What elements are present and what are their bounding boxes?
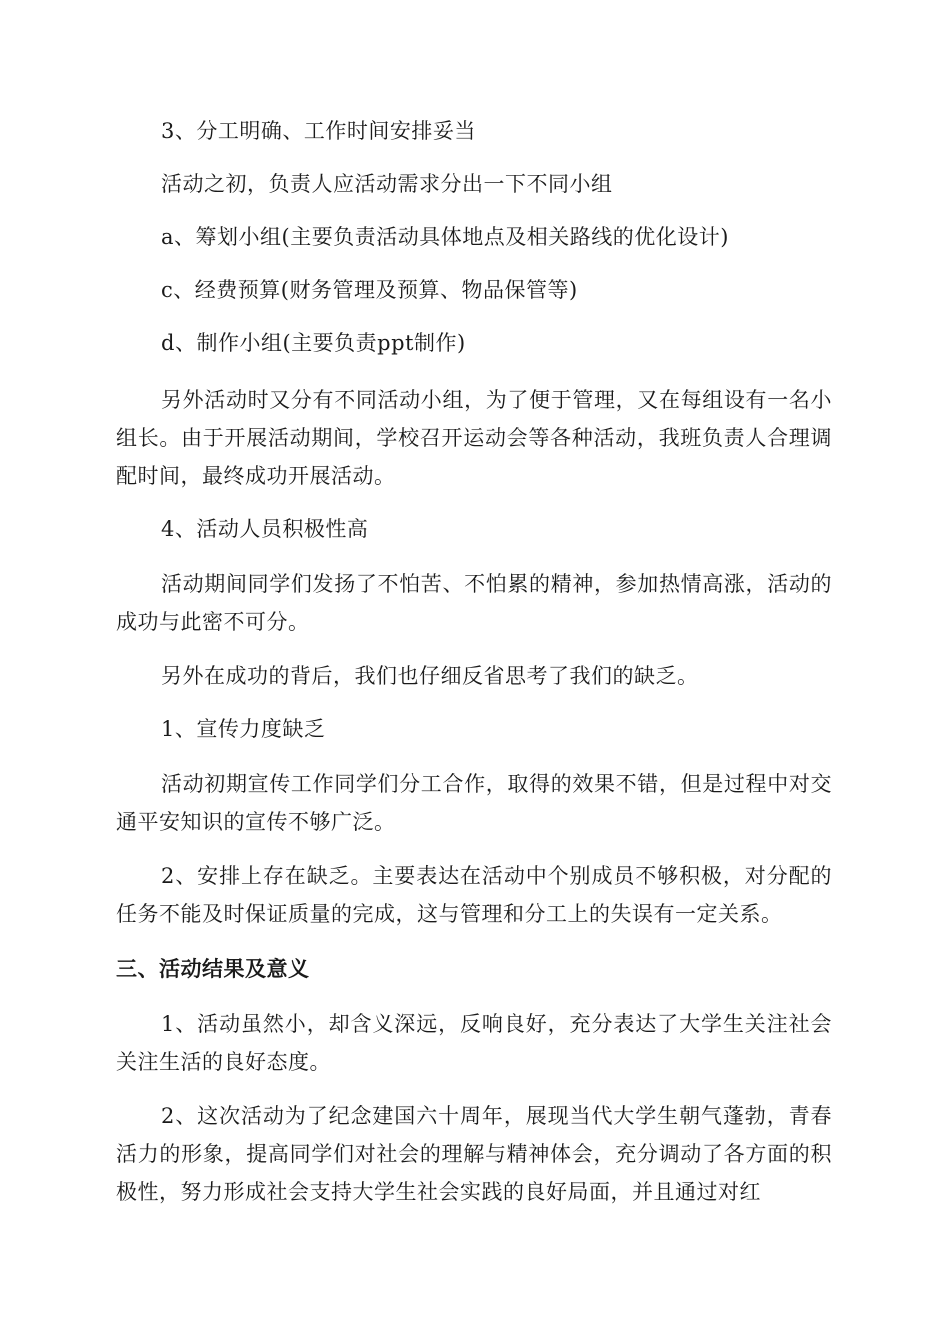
paragraph-budget-group: c、经费预算(财务管理及预算、物品保管等)	[161, 278, 578, 302]
paragraph-groups-intro: 活动之初，负责人应活动需求分出一下不同小组	[161, 172, 613, 196]
paragraph-enthusiasm-body: 活动期间同学们发扬了不怕苦、不怕累的精神，参加热情高涨，活动的成功与此密不可分。	[116, 572, 832, 634]
paragraph-result-2: 2、这次活动为了纪念建国六十周年，展现当代大学生朝气蓬勃，青春活力的形象，提高同学们对社会的理解与精神体会，充分调动了各方面的积极性，努力形成社会支持大学生社会实践的良好局面，并且通过对红	[116, 1104, 832, 1204]
paragraph-production-group: d、制作小组(主要负责ppt制作)	[161, 331, 466, 355]
paragraph-publicity-heading: 1、宣传力度缺乏	[161, 717, 326, 741]
paragraph-enthusiasm-heading: 4、活动人员积极性高	[161, 517, 369, 541]
paragraph-planning-group: a、筹划小组(主要负责活动具体地点及相关路线的优化设计)	[161, 225, 729, 249]
section-heading: 三、活动结果及意义	[116, 957, 310, 981]
paragraph-arrangement: 2、安排上存在缺乏。主要表达在活动中个别成员不够积极，对分配的任务不能及时保证质量的完成，这与管理和分工上的失误有一定关系。	[116, 864, 832, 926]
paragraph-group-leaders: 另外活动时又分有不同活动小组，为了便于管理，又在每组设有一名小组长。由于开展活动期间，学校召开运动会等各种活动，我班负责人合理调配时间，最终成功开展活动。	[116, 388, 832, 488]
paragraph-reflection: 另外在成功的背后，我们也仔细反省思考了我们的缺乏。	[161, 664, 699, 688]
paragraph-result-1: 1、活动虽然小，却含义深远，反响良好，充分表达了大学生关注社会关注生活的良好态度。	[116, 1012, 832, 1074]
paragraph-division-of-labor-heading: 3、分工明确、工作时间安排妥当	[161, 119, 476, 143]
paragraph-publicity-body: 活动初期宣传工作同学们分工合作，取得的效果不错，但是过程中对交通平安知识的宣传不够广泛。	[116, 772, 832, 834]
